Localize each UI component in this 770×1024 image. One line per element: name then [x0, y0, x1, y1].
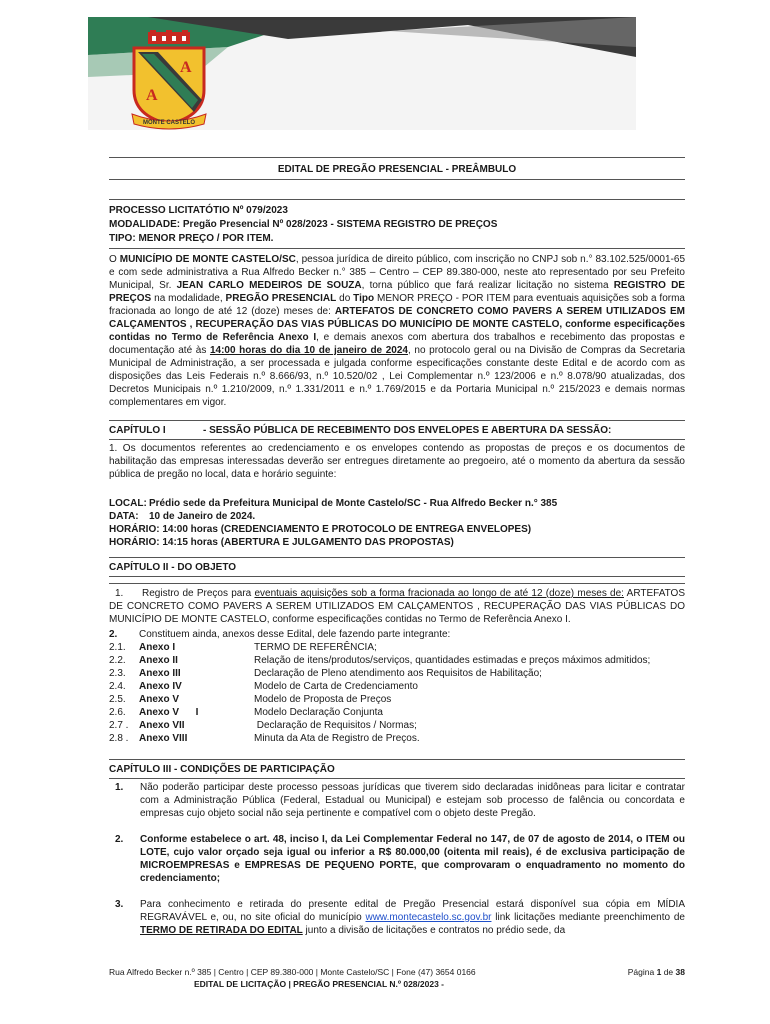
process-info-box	[109, 199, 685, 249]
annex-number: 2.8 .	[109, 733, 129, 744]
process-number: PROCESSO LICITATÓTIO Nº 079/2023	[109, 205, 288, 216]
annex-label: Anexo II	[139, 655, 178, 666]
annex-description: Modelo de Carta de Credenciamento	[254, 681, 418, 692]
annex-label: Anexo VII	[139, 720, 185, 731]
annex-label: Anexo I	[139, 642, 176, 653]
annex-row	[109, 706, 685, 719]
page-footer	[109, 966, 685, 990]
annex-number: 2.1.	[109, 642, 126, 653]
annex-row	[109, 680, 685, 693]
annex-list: 2. Constituem ainda, anexos desse Edital, dele fazendo parte integrante: 2.1. Anexo I TERMO DE REFERÊNCIA; 2.2. Anexo II Relação de itens/produtos/serviços, quantidades estimadas e preços máximos admitidos; 2.3. Anexo III Declaração de Pleno atendimento aos Requisitos de Habilitação; 2.4. Anexo IV Modelo de Carta de Credenciamento 2.5. Anexo V Modelo de Proposta de Preços 2.6. Anexo V I Modelo Declaração Conjunta 2.7 . Anexo VII Declaração de Requisitos / Normas; 2.8 . Anexo VIII Minuta da Ata de Registro de Preços.	[109, 628, 685, 745]
annex-description: Declaração de Requisitos / Normas;	[254, 720, 417, 731]
annex-description: Declaração de Pleno atendimento aos Requisitos de Habilitação;	[254, 668, 542, 679]
annex-row	[109, 667, 685, 680]
annex-row	[109, 693, 685, 706]
annex-label: Anexo IV	[139, 681, 182, 692]
process-modality: MODALIDADE: Pregão Presencial Nº 028/2023 - SISTEMA REGISTRO DE PREÇOS	[109, 219, 498, 230]
chapter-2-heading: CAPÍTULO II - DO OBJETO	[109, 557, 685, 577]
footer-address: Rua Alfredo Becker n.º 385 | Centro | CEP 89.380-000 | Monte Castelo/SC | Fone (47) 3654 0166	[109, 967, 476, 977]
annex-row	[109, 641, 685, 654]
annex-label: Anexo VIII	[139, 733, 188, 744]
annex-description: Relação de itens/produtos/serviços, quantidades estimadas e preços máximos admitidos;	[254, 655, 651, 666]
annex-number: 2.2.	[109, 655, 126, 666]
annex-label: Anexo V	[139, 694, 180, 705]
page-number: Página 1 de 38	[627, 967, 685, 977]
process-type: TIPO: MENOR PREÇO / POR ITEM.	[109, 233, 274, 244]
crest-banner-text: MONTE CASTELO	[143, 120, 195, 126]
participation-item-2: 2. Conforme estabelece o art. 48, inciso I, da Lei Complementar Federal no 147, de 07 de agosto de 2014, o ITEM ou LOTE, cujo valor orçado seja igual ou inferior a R$ 80.000,00 (oitenta mil reais), é de exclusiva participação de MICROEMPRESAS e EMPRESAS DE PEQUENO PORTE, que comprovaram o enquadramento no momento do credenciamento;	[115, 834, 685, 884]
annex-row	[109, 654, 685, 667]
footer-edital-ref: EDITAL DE LICITAÇÃO | PREGÃO PRESENCIAL N.º 028/2023 -	[194, 979, 444, 989]
document-content	[109, 157, 685, 937]
participation-item-3: 3. Para conhecimento e retirada do presente edital de Pregão Presencial estará disponível sua cópia em MÍDIA REGRAVÁVEL e, ou, no site oficial do município www.montecastelo.sc.gov.br link licitações mediante preenchimento de TERMO DE RETIRADA DO EDITAL junto a divisão de licitações e contratos no prédio sede, da	[115, 899, 685, 936]
svg-text:A: A	[146, 87, 158, 104]
session-details: LOCAL: Prédio sede da Prefeitura Municipal de Monte Castelo/SC - Rua Alfredo Becker n.° 385 DATA: 10 de Janeiro de 2024. HORÁRIO: 14:00 horas (CREDENCIAMENTO E PROTOCOLO DE ENTREGA ENVELOPES) HORÁRIO: 14:15 horas (ABERTURA E JULGAMENTO DAS PROPOSTAS)	[109, 498, 558, 548]
annex-number: 2.6.	[109, 707, 126, 718]
participation-item-1: 1. Não poderão participar deste processo pessoas jurídicas que tiverem sido declaradas inidôneas para licitar e contratar com a Administração Pública (Federal, Estadual ou Municipal) e estejam sob processo de falência ou concordata e empresas cujo objeto social não seja pertinente e compatível com o objeto deste Pregão.	[115, 782, 685, 819]
annex-row	[109, 719, 685, 732]
preamble-paragraph: O MUNICÍPIO DE MONTE CASTELO/SC, pessoa jurídica de direito público, com inscrição no CNPJ sob n.° 83.102.525/0001-65 e com sede administrativa a Rua Alfredo Becker n.° 385 – Centro – CEP 89.380-000, neste ato representado por seu Prefeito Municipal, Sr. JEAN CARLO MEDEIROS DE SOUZA, torna público que fará realizar licitação no sistema REGISTRO DE PREÇOS na modalidade, PREGÃO PRESENCIAL do Tipo MENOR PREÇO - POR ITEM para eventuais aquisições sob a forma fracionada ao longo de até 12 (doze) meses de: ARTEFATOS DE CONCRETO COMO PAVERS A SEREM UTILIZADOS EM CALÇAMENTOS , RECUPERAÇÃO DAS VIAS PÚBLICAS DO MUNICÍPIO DE MONTE CASTELO, conforme especificações contidas no Termo de Referência Anexo I, e demais anexos com abertura dos trabalhos e recebimento das propostas e documentação até às 14:00 horas do dia 10 de janeiro de 2024, no protocolo geral ou na Divisão de Compras da Secretaria Municipal de Administração, a ser processada e julgada conforme especificações constante deste Edital e de acordo com as disposições das Leis Federais n.º 8.666/93, n.º 10.520/02 , Lei Complementar n.º 123/2006 e n.º 8.078/90 atualizadas, dos Decretos Municipais n.º 1.210/2009, n.º 1.331/2011 e n.º 1.769/2015 e da Portaria Municipal n.º 215/2023 e demais normas complementares em vigor.	[109, 254, 686, 408]
annex-description: Modelo de Proposta de Preços	[254, 694, 392, 705]
annex-number: 2.3.	[109, 668, 126, 679]
annex-row	[109, 732, 685, 745]
municipality-website-link[interactable]: www.montecastelo.sc.gov.br	[365, 912, 492, 923]
annex-description: Minuta da Ata de Registro de Preços.	[254, 733, 420, 744]
chapter-3-heading: CAPÍTULO III - CONDIÇÕES DE PARTICIPAÇÃO	[109, 759, 685, 779]
annex-label: Anexo III	[139, 668, 181, 679]
object-item-1: 1. Registro de Preços para eventuais aquisições sob a forma fracionada ao longo de até 12 (doze) meses de: ARTEFATOS DE CONCRETO COMO PAVERS A SEREM UTILIZADOS EM CALÇAMENTOS , RECUPERAÇÃO DAS VIAS PÚBLICAS DO MUNICÍPIO DE MONTE CASTELO, conforme especificações contidas no Termo de Referência Anexo I.	[109, 583, 685, 626]
municipal-crest-logo	[128, 30, 210, 130]
annex-description: TERMO DE REFERÊNCIA;	[254, 642, 377, 653]
svg-text:A: A	[180, 59, 192, 76]
document-title: EDITAL DE PREGÃO PRESENCIAL - PREÂMBULO	[109, 157, 685, 180]
annex-number: 2.7 .	[109, 720, 129, 731]
annex-description: Modelo Declaração Conjunta	[254, 707, 383, 718]
annex-label: Anexo V I	[139, 707, 199, 718]
chapter-1-heading: CAPÍTULO I - SESSÃO PÚBLICA DE RECEBIMENTO DOS ENVELOPES E ABERTURA DA SESSÃO:	[109, 420, 685, 440]
chapter-1-text: 1. Os documentos referentes ao credenciamento e os envelopes contendo as propostas de preços e os documentos de habilitação das empresas interessadas deverão ser entregues diretamente ao pregoeiro, até o momento da abertura da sessão pública de pregão no local, data e horário seguinte:	[109, 443, 685, 480]
annex-number: 2.5.	[109, 694, 126, 705]
annex-number: 2.4.	[109, 681, 126, 692]
